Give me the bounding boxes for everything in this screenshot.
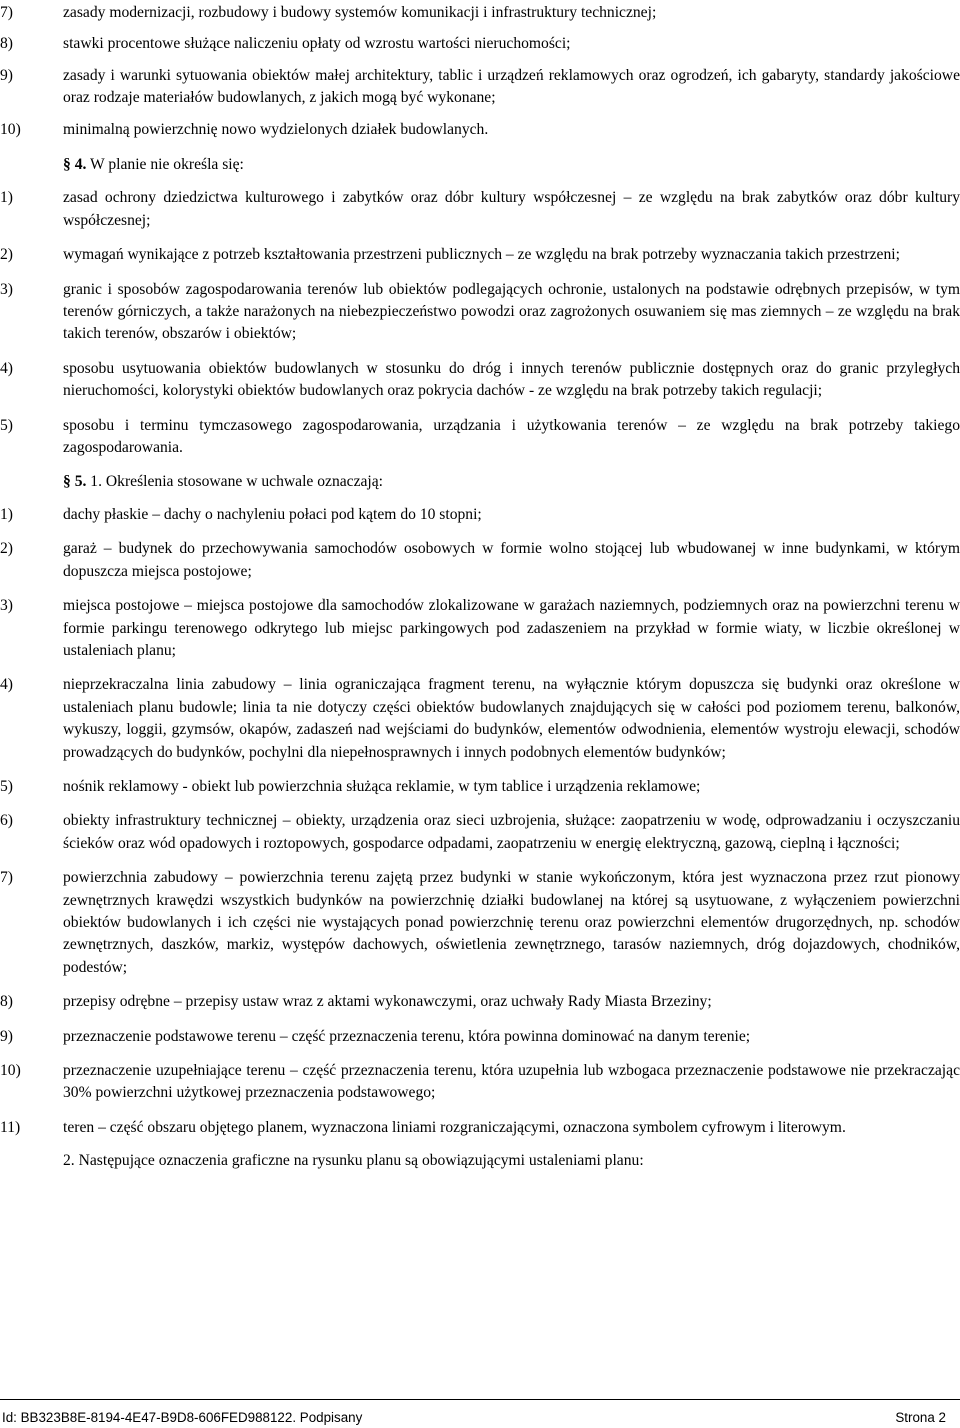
list-item [0,776,960,798]
list-item-text: nośnik reklamowy - obiekt lub powierzchnia służąca reklamie, w tym tablice i urządzenia reklamowe; [63,777,701,795]
list-item-number: 8) [0,35,13,53]
list-item-number: 3) [0,597,13,615]
list-item-text: garaż – budynek do przechowywania samochodów osobowych w formie wolno stojącej lub wbudowanej w inne budynkami, w którym dopuszcza miejsca postojowe; [63,540,960,580]
list-item [0,867,960,979]
list-item [0,279,960,346]
list-item-number: 2) [0,540,13,558]
list-section-4 [0,187,960,459]
list-item-text: przepisy odrębne – przepisy ustaw wraz z aktami wykonawczymi, oraz uchwały Rady Miasta Brzeziny; [63,993,712,1011]
list-item-text: nieprzekraczalna linia zabudowy – linia ograniczająca fragment terenu, na wyłącznie którym dopuszcza się budynki oraz określone w ustaleniach planu budowle; linia ta nie dotyczy części obiektów budowlanych znajdujących się w całości pod poziomem terenu, balkonów, wykuszy, loggii, gzymsów, okapów, zadaszeń nad wejściami do budynków, elementów odwodnienia, elementów wystroju elewacji, schodów prowadzących do budynków, pochylni dla niepełnosprawnych i innych podobnych elementów budynków; [63,676,960,761]
list-item-number: 9) [0,1027,13,1045]
section-4-heading [0,154,960,176]
point-2-text: Następujące oznaczenia graficzne na rysunku planu są obowiązującymi ustaleniami planu: [78,1152,644,1170]
page-number: Strona 2 [895,1410,946,1425]
section-4-number: § 4. [63,156,87,174]
list-item [0,119,960,141]
list-item-number: 8) [0,993,13,1011]
list-item [0,65,960,110]
list-item-number: 9) [0,66,13,84]
page-footer [0,1399,960,1428]
point-2-number: 2. [63,1152,75,1170]
list-item-number: 4) [0,359,13,377]
list-item-number: 5) [0,416,13,434]
list-item [0,504,960,526]
list-item-text: sposobu usytuowania obiektów budowlanych w stosunku do dróg i innych terenów publicznie dostępnych oraz do granic przyległych nieruchomości, kolorystyki obiektów budowlanych oraz pokrycia dachów - ze względu na brak potrzeby takich regulacji; [63,359,960,400]
section-5-number: § 5. [63,472,87,490]
list-item-number: 1) [0,189,13,207]
section-5-heading [0,471,960,493]
list-item-text: minimalną powierzchnię nowo wydzielonych działek budowlanych. [63,120,489,138]
section-4-text: W planie nie określa się: [90,156,244,174]
list-item [0,244,960,266]
list-item-text: przeznaczenie uzupełniające terenu – część przeznaczenia terenu, która uzupełnia lub wzbogaca przeznaczenie podstawowe nie przekraczając 30% powierzchni użytkowej przeznaczenia podstawowego; [63,1062,960,1102]
list-item-text: przeznaczenie podstawowe terenu – część przeznaczenia terenu, która powinna dominować na danym terenie; [63,1027,751,1045]
list-item-number: 3) [0,280,13,298]
document-id: Id: BB323B8E-8194-4E47-B9D8-606FED988122. Podpisany [2,1410,363,1425]
list-item [0,991,960,1013]
section-5-text: Określenia stosowane w uchwale oznaczają: [105,472,384,490]
list-item-text: miejsca postojowe – miejsca postojowe dla samochodów zlokalizowane w garażach naziemnych, podziemnych oraz na powierzchni terenu w formie parkingu terenowego odkrytego lub miejsc parkingowych pod zadaszeniem na przykład w formie wiaty, w liczbie określonej w ustaleniach planu; [63,597,960,659]
list-item-text: obiekty infrastruktury technicznej – obiekty, urządzenia oraz sieci uzbrojenia, służące: zaopatrzeniu w wodę, odprowadzaniu i oczyszczaniu ścieków oraz wód opadowych i roztopowych, gospodarce odpadami, zaopatrzeniu w energię elektryczną, gazową, cieplną i łączności; [63,812,960,852]
list-item-text: teren – część obszaru objętego planem, wyznaczona liniami rozgraniczającymi, oznaczona symbolem cyfrowym i literowym. [63,1118,846,1136]
list-item-number: 7) [0,869,13,887]
list-item [0,187,960,232]
list-item-text: zasady modernizacji, rozbudowy i budowy systemów komunikacji i infrastruktury technicznej; [63,4,657,21]
list-item-number: 5) [0,777,13,795]
list-item-number: 1) [0,505,13,523]
list-item-text: granic i sposobów zagospodarowania terenów lub obiektów podlegających ochronie, ustalonych na podstawie odrębnych przepisów, w tym terenów górniczych, a także narażonych na niebezpieczeństwo powodzi oraz zagrożonych osuwaniem się mas ziemnych – ze względu na brak takich terenów, obszarów i obiektów; [63,280,960,343]
list-item-text: dachy płaskie – dachy o nachyleniu połaci pod kątem do 10 stopni; [63,505,482,523]
list-item-text: powierzchnia zabudowy – powierzchnia terenu zajętą przez budynki w stanie wykończonym, która jest wyznaczona przez rzut pionowy zewnętrznych krawędzi wszystkich budynków na powierzchnię działki budowlanej na której są usytuowane, z wyłączeniem powierzchni obiektów budowlanych i ich części nie wystających ponad powierzchnię terenu oraz powierzchni elementów drugorzędnych, np. schodów zewnętrznych, daszków, markiz, występów dachowych, oświetlenia zewnętrznego, tarasów naziemnych, dróg dojazdowych, chodników, podestów; [63,869,960,976]
list-top [0,2,960,141]
list-item [0,674,960,764]
point-2 [0,1150,960,1172]
list-item-number: 4) [0,676,13,694]
list-item-number: 11) [0,1118,21,1136]
list-item-text: zasady i warunki sytuowania obiektów małej architektury, tablic i urządzeń reklamowych oraz ogrodzeń, ich gabaryty, standardy jakościowe oraz rodzaje materiałów budowlanych, z jakich mogą być wykonane; [63,66,960,107]
list-item [0,1117,960,1139]
list-section-5 [0,504,960,1139]
list-item [0,1026,960,1048]
list-item-text: zasad ochrony dziedzictwa kulturowego i zabytków oraz dóbr kultury współczesnej – ze względu na brak zabytków oraz dóbr kultury współczesnej; [63,189,960,229]
list-item [0,538,960,583]
list-item-text: stawki procentowe służące naliczeniu opłaty od wzrostu wartości nieruchomości; [63,35,571,53]
section-5-sub: 1. [90,472,102,490]
list-item-number: 10) [0,1062,21,1080]
list-item-number: 10) [0,120,21,138]
list-item [0,358,960,403]
list-item [0,33,960,55]
list-item [0,810,960,855]
list-item-text: sposobu i terminu tymczasowego zagospodarowania, urządzania i użytkowania terenów – ze względu na brak potrzeby takiego zagospodarowania. [63,416,960,457]
list-item [0,595,960,662]
list-item-number: 2) [0,246,13,264]
list-item-number: 7) [0,4,13,21]
list-item [0,1060,960,1105]
list-item-text: wymagań wynikające z potrzeb kształtowania przestrzeni publicznych – ze względu na brak potrzeby wyznaczania takich przestrzeni; [63,246,900,264]
list-item [0,2,960,24]
list-item [0,415,960,460]
list-item-number: 6) [0,812,13,830]
